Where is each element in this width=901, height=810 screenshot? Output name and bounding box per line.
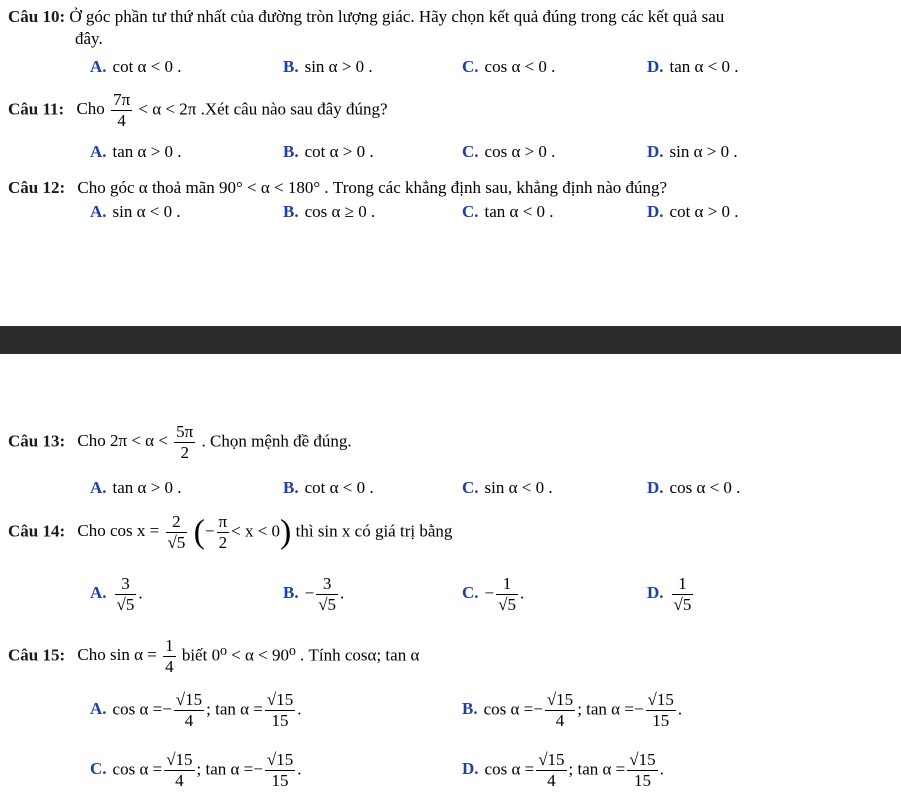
question-10 <box>8 6 893 50</box>
option-c[interactable]: C. cos α > 0 . <box>462 142 556 161</box>
condition-tail: < x < 0 <box>231 521 281 541</box>
question-stem-post: < α < 2π .Xét câu nào sau đây đúng? <box>138 99 388 119</box>
option-a[interactable]: A. cos α =− $\frac{√15}{4}$ ; tan α = $\frac{√15}{15}$ . <box>90 690 302 730</box>
question-11 <box>8 90 893 131</box>
question-label: Câu 14: <box>8 521 66 541</box>
question-stem-post: . Chọn mệnh đề đúng. <box>201 431 352 451</box>
option-a[interactable]: A. tan α > 0 . <box>90 478 182 497</box>
option-b[interactable]: B. cot α > 0 . <box>283 142 374 161</box>
option-c[interactable]: C. tan α < 0 . <box>462 202 554 221</box>
question-stem-pre: Cho sin α = <box>77 645 157 665</box>
question-stem: Cho góc α thoả mãn 90° < α < 180° . Trong các khẳng định sau, khẳng định nào đúng? <box>77 178 668 197</box>
question-label: Câu 15: <box>8 645 66 665</box>
question-stem-post: biết 0⁰ < α < 90⁰ . Tính cosα; tan α <box>181 645 420 665</box>
option-d[interactable]: D. cos α < 0 . <box>647 478 741 497</box>
left-paren: ( <box>193 513 205 551</box>
question-stem-continued: đây. <box>75 29 103 48</box>
option-d[interactable]: D. tan α < 0 . <box>647 57 739 76</box>
option-a[interactable]: A. cot α < 0 . <box>90 57 182 76</box>
option-c[interactable]: C. cos α = $\frac{√15}{4}$ ; tan α =− $\frac{√15}{15}$ . <box>90 750 302 790</box>
option-b[interactable]: B. cot α < 0 . <box>283 478 374 497</box>
option-b[interactable]: B. − $\frac{3}{√5}$ . <box>283 574 345 614</box>
option-b[interactable]: B. sin α > 0 . <box>283 57 373 76</box>
option-d[interactable]: D. sin α > 0 . <box>647 142 738 161</box>
page-separator-band <box>0 326 901 354</box>
fraction: $\frac{5\pi}{2}$ <box>176 422 194 462</box>
option-d[interactable]: D. $\frac{1}{√5}$ <box>647 574 692 614</box>
fraction: $\frac{1}{4}$ <box>165 636 174 676</box>
option-a[interactable]: A. tan α > 0 . <box>90 142 182 161</box>
option-a[interactable]: A. sin α < 0 . <box>90 202 181 221</box>
question-12 <box>8 178 893 198</box>
right-paren: ) <box>280 513 292 551</box>
question-14 <box>8 512 893 553</box>
option-c[interactable]: C. sin α < 0 . <box>462 478 553 497</box>
question-label: Câu 11: <box>8 99 65 119</box>
option-b[interactable]: B. cos α ≥ 0 . <box>283 202 376 221</box>
question-label: Câu 12: <box>8 178 66 197</box>
option-d[interactable]: D. cot α > 0 . <box>647 202 739 221</box>
question-stem-pre: Cho 2π < α < <box>77 431 168 451</box>
fraction: $\frac{7\pi}{4}$ <box>113 90 131 130</box>
question-label: Câu 10: <box>8 7 66 26</box>
question-13 <box>8 422 893 463</box>
question-label: Câu 13: <box>8 431 66 451</box>
option-a[interactable]: A. $\frac{3}{√5}$ . <box>90 574 143 614</box>
option-c[interactable]: C. cos α < 0 . <box>462 57 556 76</box>
fraction: $\frac{2}{√5}$ <box>167 512 186 552</box>
option-b[interactable]: B. cos α =− $\frac{√15}{4}$ ; tan α =− $\frac{√15}{15}$ . <box>462 690 683 730</box>
question-stem-pre: Cho cos x = <box>77 521 160 541</box>
question-stem: Ở góc phần tư thứ nhất của đường tròn lượng giác. Hãy chọn kết quả đúng trong các kết quả sau <box>69 7 725 26</box>
fraction: $\frac{\pi}{2}$ <box>218 512 228 552</box>
option-c[interactable]: C. − $\frac{1}{√5}$ . <box>462 574 525 614</box>
option-d[interactable]: D. cos α = $\frac{√15}{4}$ ; tan α = $\frac{√15}{15}$ . <box>462 750 664 790</box>
minus-sign: − <box>204 521 215 541</box>
question-stem-post: thì sin x có giá trị bằng <box>295 521 453 541</box>
question-stem-pre: Cho <box>76 99 105 119</box>
question-15 <box>8 636 893 677</box>
